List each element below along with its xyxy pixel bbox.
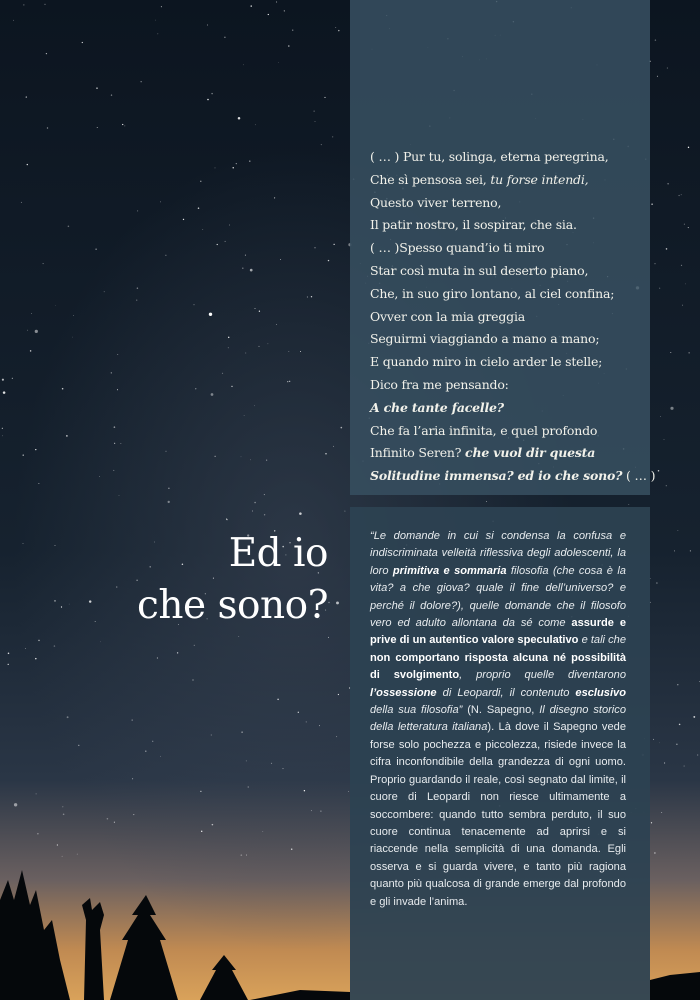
star: [157, 33, 158, 34]
star: [192, 679, 193, 680]
star: [688, 147, 689, 148]
star: [341, 427, 343, 429]
star: [137, 287, 138, 288]
page-title: [80, 528, 328, 632]
star: [209, 313, 212, 316]
star: [157, 657, 158, 658]
star: [661, 812, 662, 813]
star: [659, 288, 660, 289]
star: [46, 53, 47, 54]
star: [653, 739, 654, 740]
star: [320, 810, 321, 811]
star: [667, 68, 668, 69]
star: [262, 831, 263, 832]
star: [289, 381, 290, 382]
star: [137, 210, 138, 211]
star: [141, 81, 142, 82]
star: [238, 117, 241, 120]
star: [250, 269, 253, 272]
star: [114, 443, 115, 444]
title-line-1: Ed io: [228, 531, 328, 576]
star: [246, 760, 247, 761]
star: [36, 793, 37, 794]
star: [26, 96, 27, 97]
star: [114, 426, 116, 428]
star: [306, 721, 307, 722]
star: [274, 197, 275, 198]
star: [246, 855, 247, 856]
star: [255, 308, 256, 309]
star: [242, 267, 243, 268]
star: [30, 350, 32, 352]
star: [73, 315, 74, 316]
star: [292, 30, 293, 31]
star: [288, 351, 289, 352]
star: [287, 381, 288, 382]
star: [298, 712, 299, 713]
star: [684, 766, 685, 767]
star: [245, 255, 246, 256]
star: [666, 248, 668, 250]
star: [201, 831, 202, 832]
poem-line: Che, in suo giro lontano, al ciel confina;: [370, 285, 615, 301]
poem-line: ( … ) Pur tu, solinga, eterna peregrina,: [370, 149, 609, 164]
star: [328, 260, 329, 261]
star: [207, 24, 208, 25]
essay-text: “Le domande in cui si condensa la confusa e indiscriminata velleità riflessiva degli adolescenti, la loro primitiva e sommaria filosofia (che cosa è la vita? a che giova? quale il fine dell’universo? e perché il dolore?), quelle domande che il filosofo vero ed adulto allontana da sé come assurde e prive di un autentico valore speculativo e tali che non comportano risposta alcuna né possibilità di svolgimento, proprio quelle diventarono l’ossessione di Leopardi, il contenuto esclusivo della sua filosofia” (N. Sapegno, Il disegno storico della letteratura italiana). Là dove il Sapegno vede forse solo pochezza e piccolezza, risiede invece la cifra inconfondibile della grandezza di ogni uomo. Proprio guardando il reale, così segnato dal limite, il cuore di Leopardi non riesce ultimamente a soccombere: quando tutto sembra perduto, il suo cuore continua tenacemente ad aprirsi e si riaccende nella semplicità di una domanda. Egli osserva e si guarda vivere, e tanto più ragiona quanto più qualcosa di grande emerge dal profondo e gli invade l’anima.: [370, 530, 627, 908]
star: [684, 224, 685, 225]
star: [689, 352, 690, 353]
star: [251, 5, 252, 6]
star: [43, 263, 44, 264]
star: [307, 296, 308, 297]
star: [315, 121, 316, 122]
star: [243, 64, 244, 65]
star: [276, 2, 277, 3]
star: [288, 45, 290, 47]
star: [212, 824, 214, 826]
star: [136, 300, 137, 301]
star: [227, 519, 228, 520]
star: [31, 313, 32, 314]
star: [119, 495, 120, 496]
star: [271, 763, 272, 764]
star: [63, 814, 65, 816]
star: [259, 346, 260, 347]
star: [35, 330, 38, 333]
star: [344, 511, 345, 512]
star: [314, 111, 315, 112]
star: [27, 330, 28, 331]
poem-line: Seguirmi viaggiando a mano a mano;: [370, 331, 600, 347]
star: [54, 600, 55, 601]
star: [688, 227, 689, 228]
star: [241, 731, 243, 733]
star: [54, 645, 55, 646]
star: [133, 814, 134, 815]
star: [338, 30, 339, 31]
star: [674, 550, 675, 551]
star: [35, 658, 37, 660]
star: [165, 255, 166, 256]
star: [268, 14, 269, 15]
star: [117, 354, 118, 355]
star: [100, 641, 101, 642]
star: [168, 488, 169, 489]
poem-line: A che tante facelle?: [370, 399, 504, 415]
star: [278, 62, 279, 63]
star: [124, 125, 125, 126]
star: [145, 751, 146, 752]
star: [99, 476, 100, 477]
star: [160, 756, 161, 757]
star: [654, 852, 655, 853]
star: [62, 388, 64, 390]
star: [8, 653, 10, 655]
star: [228, 347, 229, 348]
star: [255, 124, 256, 125]
star: [664, 762, 665, 763]
star: [690, 550, 691, 551]
star: [122, 124, 123, 125]
star: [107, 818, 109, 820]
star: [161, 6, 162, 7]
star: [95, 249, 96, 250]
star: [2, 379, 4, 381]
star: [111, 372, 112, 373]
poem-line: Che sì pensosa sei, tu forse intendi,: [370, 171, 589, 187]
star: [655, 39, 656, 40]
star: [62, 856, 63, 857]
star: [12, 378, 13, 379]
star: [35, 449, 36, 450]
star: [233, 167, 234, 168]
star: [266, 460, 267, 461]
star: [660, 416, 661, 417]
star: [311, 296, 312, 297]
star: [252, 510, 253, 511]
star: [241, 854, 243, 856]
star: [321, 144, 322, 145]
star: [659, 742, 660, 743]
star: [177, 652, 178, 653]
star: [152, 741, 153, 742]
star: [23, 543, 24, 544]
star: [55, 305, 56, 306]
star: [132, 778, 133, 779]
star: [8, 664, 9, 665]
star: [277, 699, 278, 700]
star: [299, 512, 302, 515]
star: [685, 284, 686, 285]
star: [194, 645, 195, 646]
star: [311, 810, 312, 811]
poem-line: Star così muta in sul deserto piano,: [370, 262, 589, 278]
star: [651, 203, 652, 204]
star: [670, 352, 671, 353]
star: [62, 806, 63, 807]
star: [37, 833, 38, 834]
star: [224, 37, 225, 38]
poem-line: Dico fra me pensando:: [370, 376, 509, 392]
star: [678, 530, 679, 531]
star: [2, 428, 3, 429]
star: [198, 207, 200, 209]
star: [334, 244, 335, 245]
star: [250, 459, 251, 460]
star: [314, 247, 315, 248]
star: [628, 504, 629, 505]
leopardi-poem-excerpt: [370, 146, 656, 488]
star: [54, 545, 55, 546]
star: [47, 127, 48, 128]
star: [217, 244, 218, 245]
star: [248, 786, 249, 787]
star: [13, 20, 14, 21]
star: [27, 164, 28, 165]
star: [121, 443, 122, 444]
star: [200, 791, 201, 792]
star: [654, 263, 655, 264]
star: [77, 854, 78, 855]
star: [664, 439, 665, 440]
star: [222, 373, 223, 374]
star: [693, 716, 695, 718]
star: [333, 446, 334, 447]
title-line-2: che sono?: [137, 583, 328, 628]
star: [78, 745, 79, 746]
star: [14, 803, 17, 806]
star: [280, 259, 281, 260]
star: [324, 97, 325, 98]
star: [325, 453, 326, 454]
star: [104, 291, 105, 292]
star: [23, 4, 24, 5]
star: [231, 386, 232, 387]
star: [3, 391, 6, 394]
star: [254, 502, 256, 504]
star: [657, 76, 658, 77]
star: [215, 456, 216, 457]
star: [682, 305, 683, 306]
star: [249, 160, 250, 161]
star: [300, 351, 301, 352]
star: [291, 848, 292, 849]
star: [319, 725, 320, 726]
star: [681, 194, 682, 195]
star: [131, 719, 132, 720]
star: [348, 791, 349, 792]
star: [304, 790, 305, 791]
star: [678, 195, 679, 196]
star: [225, 241, 226, 242]
poem-line: Ovver con la mia greggia: [370, 308, 525, 324]
star: [667, 183, 668, 184]
poem-line: Questo viver terreno,: [370, 194, 502, 210]
star: [656, 582, 658, 584]
star: [183, 219, 184, 220]
star: [155, 20, 156, 21]
star: [38, 640, 40, 642]
star: [658, 470, 660, 472]
star: [264, 494, 265, 495]
poem-line: ( … )Spesso quand’io ti miro: [370, 240, 545, 256]
star: [2, 435, 3, 436]
star: [97, 127, 98, 128]
star: [67, 716, 69, 718]
star: [666, 485, 667, 486]
star: [200, 181, 201, 182]
star: [677, 684, 678, 685]
star: [670, 407, 673, 410]
poem-line: Il patir nostro, il sospirar, che sia.: [370, 217, 577, 233]
star: [113, 470, 114, 471]
star: [111, 94, 112, 95]
star: [268, 343, 269, 344]
star: [335, 27, 336, 28]
star: [23, 455, 24, 456]
star: [328, 602, 329, 603]
star: [264, 514, 265, 515]
star: [332, 136, 333, 137]
star: [96, 87, 98, 89]
star: [117, 389, 118, 390]
star: [276, 324, 277, 325]
star: [681, 265, 682, 266]
star: [697, 754, 698, 755]
star: [57, 844, 58, 845]
star: [168, 501, 170, 503]
star: [259, 311, 260, 312]
star: [336, 736, 337, 737]
star: [679, 724, 681, 726]
star: [66, 435, 68, 437]
poem-line: Solitudine immensa? ed io che sono? ( … ): [370, 468, 656, 484]
star: [82, 42, 83, 43]
poem-line: Infinito Seren? che vuol dir questa: [370, 445, 596, 461]
star: [69, 604, 70, 605]
star: [229, 225, 230, 226]
star: [245, 352, 246, 353]
star: [241, 457, 242, 458]
star: [72, 337, 73, 338]
star: [194, 304, 195, 305]
star: [244, 415, 245, 416]
star: [160, 202, 161, 203]
star: [114, 822, 115, 823]
star: [486, 501, 487, 502]
star: [228, 337, 229, 338]
poem-line: Che fa l’aria infinita, e quel profondo: [370, 422, 598, 438]
star: [203, 229, 204, 230]
star: [68, 226, 70, 228]
star: [211, 93, 212, 94]
star: [21, 202, 22, 203]
star: [328, 637, 329, 638]
star: [676, 744, 677, 745]
poem-line: E quando miro in cielo arder le stelle;: [370, 354, 603, 370]
star: [283, 768, 284, 769]
star: [284, 10, 285, 11]
star: [651, 822, 652, 823]
star: [38, 483, 39, 484]
star: [238, 636, 239, 637]
star: [211, 393, 214, 396]
star: [195, 388, 196, 389]
star: [44, 4, 45, 5]
star: [165, 451, 166, 452]
star: [236, 163, 237, 164]
star: [25, 648, 26, 649]
star: [61, 606, 62, 607]
star: [338, 694, 339, 695]
star: [207, 99, 209, 101]
star: [215, 168, 216, 169]
star: [211, 735, 212, 736]
star: [254, 405, 255, 406]
star: [336, 601, 339, 604]
